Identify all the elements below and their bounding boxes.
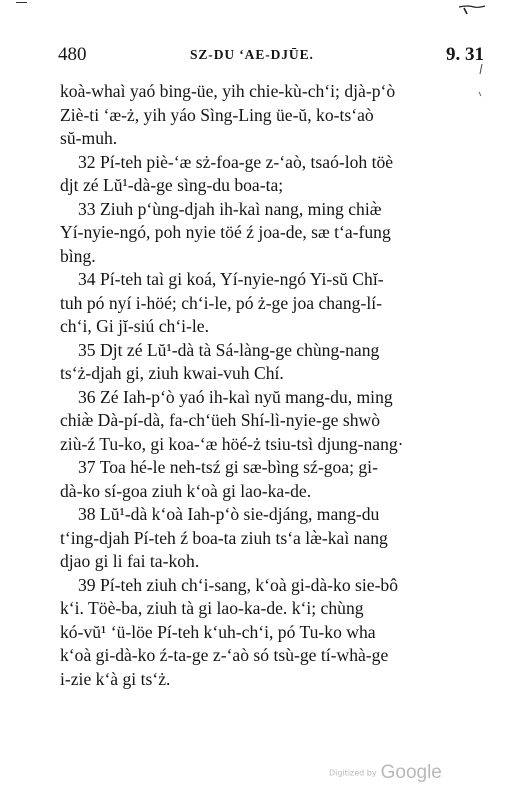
text-line: Ziè-ti ‘æ-ż, yih yáo Sìng-Ling üe-ŭ, ko-ts‘aò [60,104,374,125]
text-line: chiæ̀ Dà-pí-dà, fa-ch‘üeh Shí-lì-nyie-ge shwò [60,410,381,430]
verse-text: Pí-teh ziuh ch‘i-sang, k‘oà gi-dà-ko sie-bô [100,574,399,595]
verse-number: 38 [78,504,96,524]
verse-text: Ziuh p‘ùng-djah ih-kaì nang, ming chiæ̀ [100,198,382,219]
verse-38 [60,503,484,574]
page-number: 480 [58,44,87,65]
verse-text: Pí-teh piè-‘æ sż-foa-ge z-‘aò, tsaó-loh töè [100,151,394,172]
text-line: bìng. [60,245,96,266]
text-line: dà-ko sí-goa ziuh k‘oà gi lao-ka-de. [60,480,312,501]
text-line: t‘ing-djah Pí-teh ź boa-ta ziuh ts‘a læ̀-kaì nang [60,527,388,548]
google-logo: Google [380,762,442,783]
verse-number: 35 [78,339,96,360]
corner-dash-mark [16,2,27,3]
watermark-prefix: Digitized by [329,768,377,778]
verse-first-line [60,456,484,480]
verse-number: 39 [78,574,96,595]
verse-number: 37 [78,457,96,477]
text-line: ts‘ż-djah gi, ziuh kwai-vuh Chí. [60,363,284,383]
running-title: SZ-DU ‘AE-DJŪE. [190,47,314,62]
verse-number: 34 [78,269,96,289]
text-line: sŭ-muh. [60,128,118,148]
verse-37 [60,456,484,503]
verse-first-line [60,198,484,222]
verse-39 [60,574,484,692]
verse-first-line [60,268,484,292]
verse-number: 32 [78,151,96,172]
verse-number: 36 [78,386,96,407]
verse-first-line [60,574,484,598]
text-line: ziù-ź Tu-ko, gi koa-‘æ höé-ż tsiu-tsì djung-nang· [60,433,404,454]
digitized-by-google-watermark [329,762,442,784]
verse-35 [60,339,484,386]
verse-number: 33 [78,198,96,219]
verse-text: Zé Iah-p‘ò yaó ih-kaì nyŭ mang-du, ming [100,386,393,407]
verse-36 [60,386,484,457]
verse-text: Pí-teh taì gi koá, Yí-nyie-ngó Yi-sŭ Chĭ- [100,269,384,289]
continuation-paragraph [60,80,484,151]
ink-flourish-mark [458,4,486,16]
text-line: kó-vŭ¹ ‘ü-löe Pí-teh k‘uh-ch‘i, pó Tu-ko wha [60,621,376,642]
verse-text: Djt zé Lŭ¹-dà tà Sá-làng-ge chùng-nang [100,339,380,360]
verse-first-line [60,503,484,527]
verse-32 [60,151,484,198]
text-line: tuh pó nyí i-höé; ch‘i-le, pó ż-ge joa chang-lí- [60,292,382,313]
verse-text: Toa hé-le neh-tsź gi sæ-bìng sź-goa; gi- [99,457,378,477]
chapter-verse-ref: 9. 31 [446,44,484,65]
text-line: djt zé Lŭ¹-dà-ge sìng-du boa-ta; [60,175,284,195]
verse-33 [60,198,484,269]
page-header [58,44,484,68]
page-body [60,80,484,691]
text-line: ch‘i, Gi jĭ-siú ch‘i-le. [60,316,210,336]
text-line: i-zie k‘à gi ts‘ż. [60,668,171,689]
text-line: koà-whaì yaó bing-üe, yih chie-kù-ch‘i; djà-p‘ò [60,81,396,101]
verse-text: Lŭ¹-dà k‘oà Iah-p‘ò sie-djáng, mang-du [100,504,380,524]
text-line: k‘oà gi-dà-ko ź-ta-ge z-‘aò só tsù-ge tí-whà-ge [60,645,389,665]
verse-first-line [60,386,484,410]
text-line: djao gi li fai ta-koh. [60,551,200,571]
text-line: Yí-nyie-ngó, poh nyie töé ź joa-de, sæ t‘a-fung [60,222,391,242]
verse-first-line [60,151,484,175]
verse-first-line [60,339,484,363]
verse-34 [60,268,484,339]
text-line: k‘i. Töè-ba, ziuh tà gi lao-ka-de. k‘i; chùng [60,598,364,618]
